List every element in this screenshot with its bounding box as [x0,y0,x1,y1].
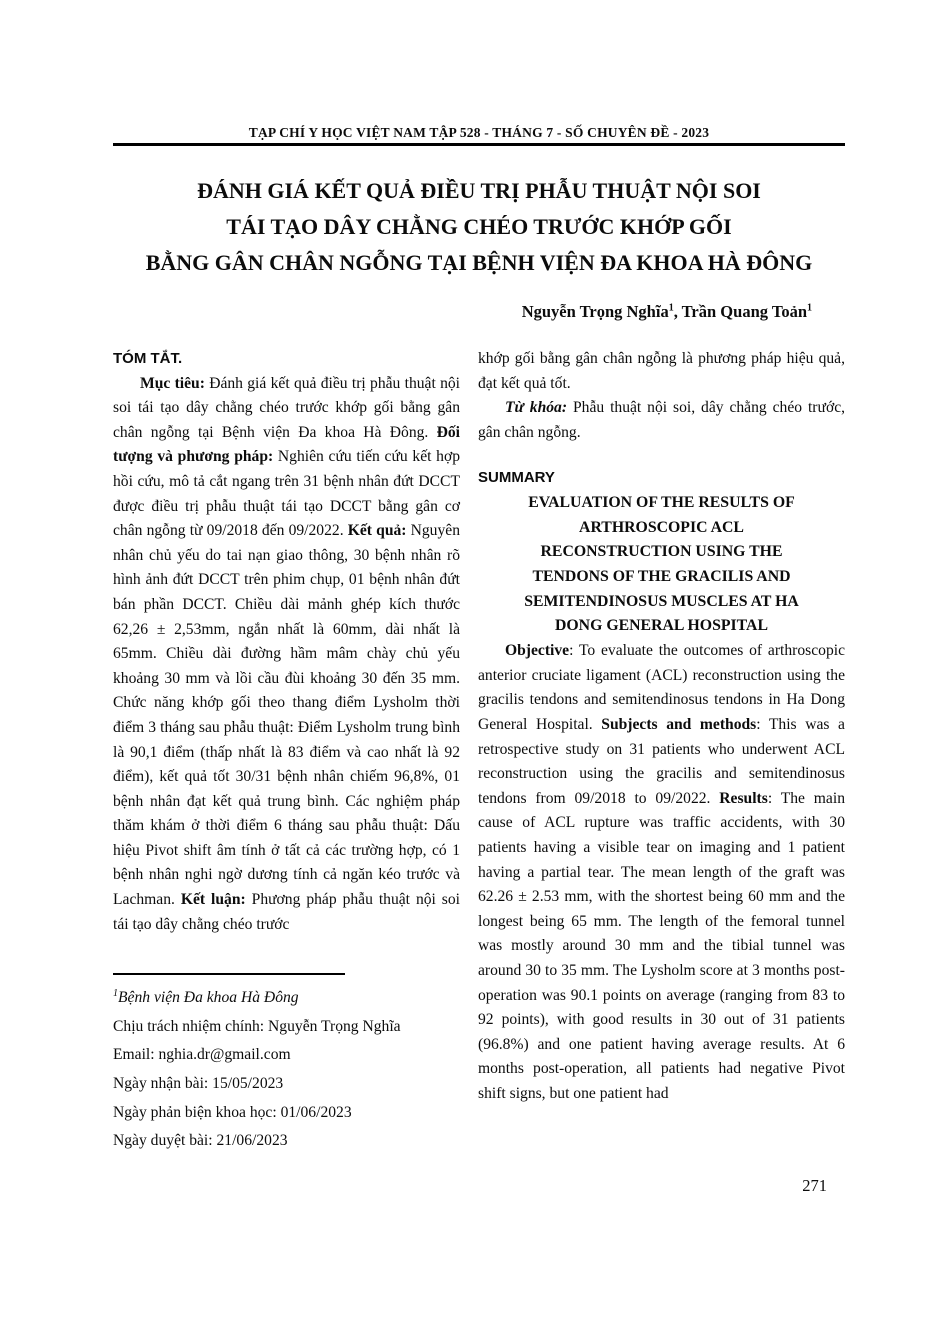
footnote-email: Email: nghia.dr@gmail.com [113,1046,291,1064]
article-title [113,173,845,281]
summary-heading: SUMMARY [478,469,555,487]
header-rule [113,143,845,146]
english-title-line-4: TENDONS OF THE GRACILIS AND [532,568,791,586]
footnote-divider [113,973,345,975]
english-title-line-1: EVALUATION OF THE RESULTS OF [528,493,795,511]
english-title [478,491,845,639]
abstract-continuation-paragraph: khớp gối bằng gân chân ngỗng là phương pháp hiệu quả, đạt kết quả tốt. [478,350,845,392]
authors-line: Nguyễn Trọng Nghĩa$^1$, Trần Quang Toản$^1$ [521,302,812,321]
footnote-block [113,973,460,1156]
english-title-line-2: ARTHROSCOPIC ACL [579,518,744,536]
right-column [478,347,845,1156]
summary-paragraph: Objective: To evaluate the outcomes of arthroscopic anterior cruciate ligament (ACL) reconstruction using the gracilis tendons and semitendinosus tendons in Ha Dong General Hospital. Subjects and methods: This was a retrospective study on 31 patients who underwent ACL reconstruction using the gracilis and semitendinosus tendons from 09/2018 to 09/2022. Results: The main cause of ACL rupture was traffic accidents, with 30 patients having a visible tear on imaging and 1 patient having a partial tear. The mean length of the graft was 62.26 ± 2.53 mm, with the shortest being 60 mm and the longest being 65 mm. The length of the femoral tunnel was mostly around 30 mm and the tibial tunnel was around 30 to 35 mm. The Lysholm score at 3 months post-operation was 90.1 points on average (ranging from 83 to 92 points), with good results in 30 out of 31 patients (96.8%) and one patient having average results. At 6 months post-operation, all patients had negative Pivot shift signs, but one patient had [478,642,845,1102]
article-title-line-2: TÁI TẠO DÂY CHẰNG CHÉO TRƯỚC KHỚP GỐI [226,214,732,239]
english-title-line-3: RECONSTRUCTION USING THE [540,543,783,561]
footnote-review-date: Ngày phản biện khoa học: 01/06/2023 [113,1103,352,1121]
article-title-line-3: BẰNG GÂN CHÂN NGỖNG TẠI BỆNH VIỆN ĐA KHOA HÀ ĐÔNG [145,250,813,275]
keywords-paragraph: Từ khóa: Phẫu thuật nội soi, dây chằng chéo trước, gân chân ngỗng. [478,399,846,441]
abstract-heading: TÓM TẮT. [113,350,183,367]
left-column [113,347,460,1156]
article-title-line-1: ĐÁNH GIÁ KẾT QUẢ ĐIỀU TRỊ PHẪU THUẬT NỘI SOI [197,178,761,203]
english-title-line-5: SEMITENDINOSUS MUSCLES AT HA [524,592,799,610]
two-column-body [113,347,845,1156]
footnote-accepted-date: Ngày duyệt bài: 21/06/2023 [113,1132,288,1150]
abstract-paragraph: Mục tiêu: Đánh giá kết quả điều trị phẫu thuật nội soi tái tạo dây chằng chéo trước khớp gối bằng gân chân ngỗng tại Bệnh viện Đa khoa Hà Đông. Đối tượng và phương pháp: Nghiên cứu tiến cứu kết hợp hồi cứu, mô tả cắt ngang trên 31 bệnh nhân đứt DCCT được điều trị phẫu thuật tái tạo DCCT bằng gân cơ chân ngỗng từ 09/2018 đến 09/2022. Kết quả: Nguyên nhân chủ yếu do tai nạn giao thông, 30 bệnh nhân rõ hình ảnh đứt DCCT trên phim chụp, 01 bệnh nhân đứt bán phần DCCT. Chiều dài mảnh ghép kích thước 62,26 ± 2,53mm, ngắn nhất là 60mm, dài nhất là 65mm. Chiều dài đường hầm mâm chày chủ yếu khoảng 30 mm và lồi cầu đùi khoảng 30 đến 35 mm. Chức năng khớp gối theo thang điểm Lysholm thời điểm 3 tháng sau phẫu thuật: Điểm Lysholm trung bình là 90,1 điểm (thấp nhất là 83 điểm và cao nhất là 92 điểm), kết quả tốt 30/31 bệnh nhân chiếm 96,8%, 01 bệnh nhân đạt kết quả trung bình. Các nghiệm pháp thăm khám ở thời điểm 6 tháng sau phẫu thuật: Dấu hiệu Pivot shift âm tính ở tất cả các trường hợp, có 1 bệnh nhân nghi ngờ dương tính cả ngăn kéo trước và Lachman. Kết luận: Phương pháp phẫu thuật nội soi tái tạo dây chằng chéo trước [113,374,461,933]
english-title-line-6: DONG GENERAL HOSPITAL [554,617,768,635]
journal-header: TẠP CHÍ Y HỌC VIỆT NAM TẬP 528 - THÁNG 7 - SỐ CHUYÊN ĐỀ - 2023 [248,125,710,140]
page-number: 271 [802,1176,827,1195]
footnote-received-date: Ngày nhận bài: 15/05/2023 [113,1075,284,1093]
affiliation-footnote: $^1$Bệnh viện Đa khoa Hà Đông [113,988,299,1007]
footnote-corresponding-author: Chịu trách nhiệm chính: Nguyễn Trọng Nghĩa [113,1017,401,1035]
page-content [113,0,845,1156]
